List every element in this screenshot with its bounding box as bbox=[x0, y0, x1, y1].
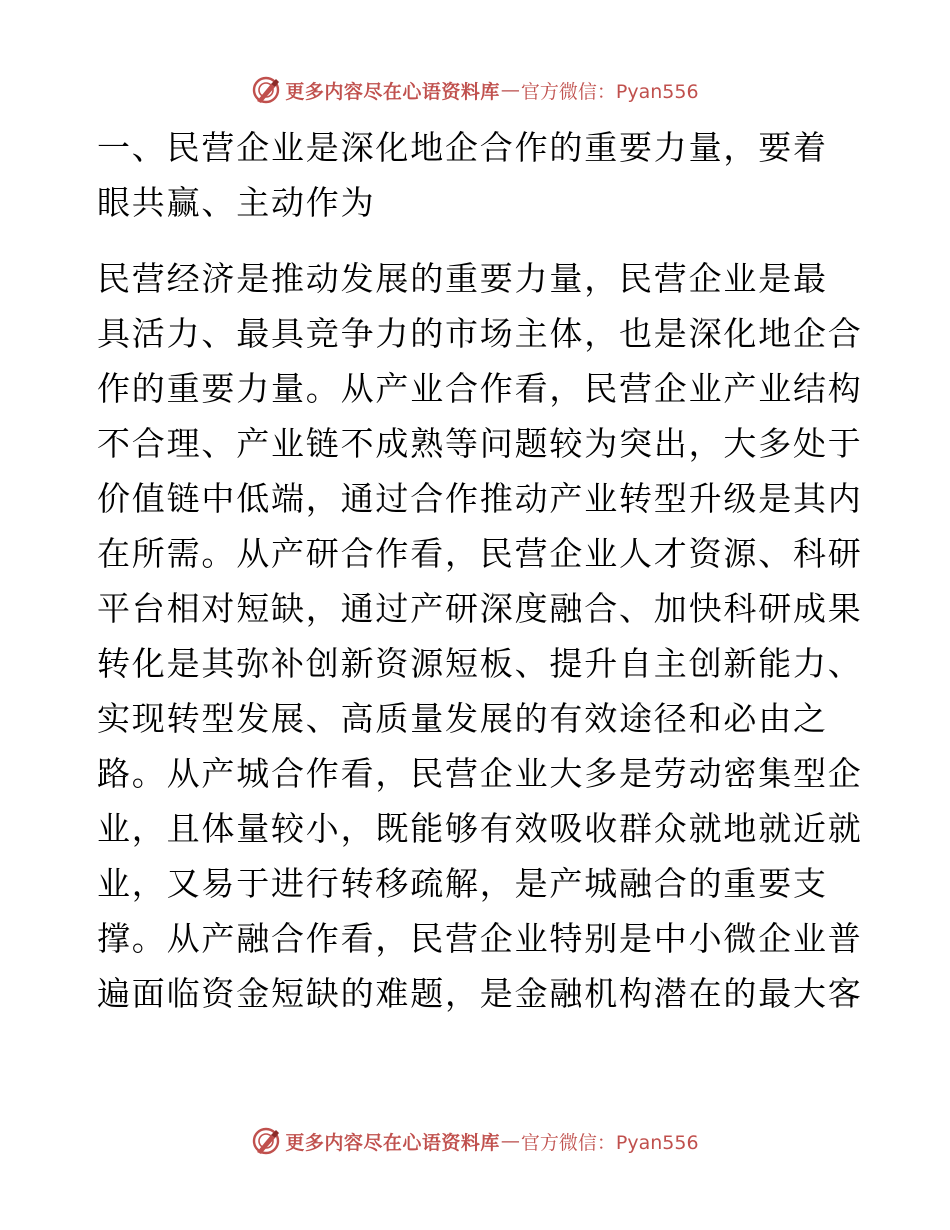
paragraph-line: 实现转型发展、高质量发展的有效途径和必由之 bbox=[97, 699, 828, 738]
paragraph-line: 具活力、最具竞争力的市场主体，也是深化地企合 bbox=[97, 314, 863, 353]
pen-logo-icon bbox=[251, 1126, 281, 1156]
banner-wechat-text: 官方微信：Pyan556 bbox=[520, 80, 699, 103]
paragraph-line: 业，又易于进行转移疏解，是产城融合的重要支 bbox=[97, 864, 828, 903]
banner-brand-text: 更多内容尽在心语资料库 bbox=[285, 80, 500, 103]
heading-line: 一、民营企业是深化地企合作的重要力量，要着 bbox=[97, 128, 828, 167]
heading-line: 眼共赢、主动作为 bbox=[97, 183, 376, 222]
paragraph-line: 遍面临资金短缺的难题，是金融机构潜在的最大客 bbox=[97, 974, 863, 1013]
banner-brand-text: 更多内容尽在心语资料库 bbox=[285, 1131, 500, 1154]
banner-separator: — bbox=[500, 1130, 520, 1152]
header-banner bbox=[0, 70, 950, 110]
paragraph-line: 业，且体量较小，既能够有效吸收群众就地就近就 bbox=[97, 809, 863, 848]
banner-separator: — bbox=[500, 79, 520, 101]
paragraph-line: 撑。从产融合作看，民营企业特别是中小微企业普 bbox=[97, 919, 863, 958]
paragraph-line: 转化是其弥补创新资源短板、提升自主创新能力、 bbox=[97, 644, 863, 683]
paragraph-line: 路。从产城合作看，民营企业大多是劳动密集型企 bbox=[97, 754, 863, 793]
paragraph-line: 平台相对短缺，通过产研深度融合、加快科研成果 bbox=[97, 589, 863, 628]
paragraph-line: 不合理、产业链不成熟等问题较为突出，大多处于 bbox=[97, 424, 863, 463]
banner-wechat-text: 官方微信：Pyan556 bbox=[520, 1131, 699, 1154]
paragraph-line: 民营经济是推动发展的重要力量，民营企业是最 bbox=[97, 259, 828, 298]
body-paragraph bbox=[97, 251, 863, 1021]
paragraph-line: 作的重要力量。从产业合作看，民营企业产业结构 bbox=[97, 369, 863, 408]
paragraph-line: 在所需。从产研合作看，民营企业人才资源、科研 bbox=[97, 534, 863, 573]
footer-banner bbox=[0, 1121, 950, 1161]
paragraph-line: 价值链中低端，通过合作推动产业转型升级是其内 bbox=[97, 479, 863, 518]
pen-logo-icon bbox=[251, 75, 281, 105]
section-heading bbox=[97, 120, 853, 230]
